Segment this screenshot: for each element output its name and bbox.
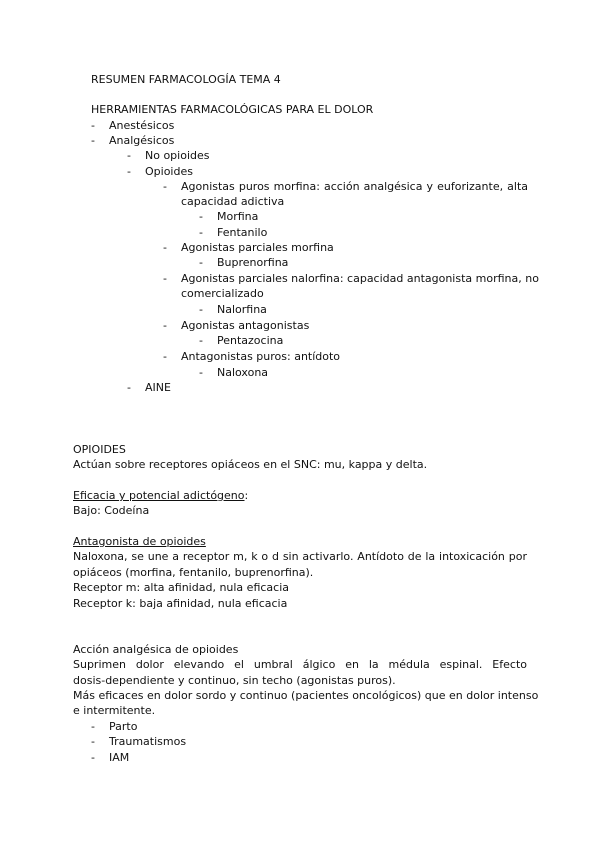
list-item-agonistas-antagonistas: Agonistas antagonistas xyxy=(181,319,310,332)
list-item-parto: Parto xyxy=(109,720,138,733)
tools-heading: HERRAMIENTAS FARMACOLÓGICAS PARA EL DOLOR xyxy=(91,103,374,116)
list-item-buprenorfina: Buprenorfina xyxy=(217,256,289,269)
bullet-dash: - xyxy=(163,180,167,193)
accion-paragraph2-line2: e intermitente. xyxy=(73,704,156,717)
eficacia-heading: Eficacia y potencial adictógeno xyxy=(73,489,245,502)
bullet-dash: - xyxy=(127,149,131,162)
list-item-agonistas-parciales-morfina: Agonistas parciales morfina xyxy=(181,241,334,254)
bullet-dash: - xyxy=(199,366,203,379)
eficacia-colon: : xyxy=(244,489,249,502)
antagonista-paragraph-line2: opiáceos (morfina, fentanilo, buprenorfina). xyxy=(73,566,314,579)
accion-paragraph1-line1: Suprimen dolor elevando el umbral álgico en la médula espinal. Efecto xyxy=(73,658,527,671)
bullet-dash: - xyxy=(127,381,131,394)
antagonista-paragraph-line1: Naloxona, se une a receptor m, k o d sin activarlo. Antídoto de la intoxicación por xyxy=(73,550,527,563)
eficacia-heading-row xyxy=(73,488,248,503)
list-item-agonistas-parciales-nalorfina-line2: comercializado xyxy=(181,287,264,300)
list-item-opioides: Opioides xyxy=(145,165,193,178)
opioides-intro: Actúan sobre receptores opiáceos en el SNC: mu, kappa y delta. xyxy=(73,458,428,471)
bullet-dash: - xyxy=(199,256,203,269)
opioides-heading: OPIOIDES xyxy=(73,443,126,456)
list-item-agonistas-puros xyxy=(181,179,528,194)
list-item-naloxona: Naloxona xyxy=(217,366,269,379)
receptor-k: Receptor k: baja afinidad, nula eficacia xyxy=(73,597,288,610)
list-item-morfina: Morfina xyxy=(217,210,259,223)
list-item-pentazocina: Pentazocina xyxy=(217,334,284,347)
list-item-aine: AINE xyxy=(145,381,171,394)
bullet-dash: - xyxy=(163,272,167,285)
list-item-traumatismos: Traumatismos xyxy=(109,735,187,748)
receptor-m: Receptor m: alta afinidad, nula eficacia xyxy=(73,581,290,594)
bullet-dash: - xyxy=(199,334,203,347)
list-item-antagonistas-puros: Antagonistas puros: antídoto xyxy=(181,350,341,363)
list-item-anestesicos: Anestésicos xyxy=(109,119,175,132)
bullet-dash: - xyxy=(127,165,131,178)
eficacia-bajo: Bajo: Codeína xyxy=(73,504,150,517)
bullet-dash: - xyxy=(91,735,95,748)
bullet-dash: - xyxy=(91,134,95,147)
document-title: RESUMEN FARMACOLOGÍA TEMA 4 xyxy=(91,73,281,86)
list-item-agonistas-parciales-nalorfina-line1: Agonistas parciales nalorfina: capacidad antagonista morfina, no xyxy=(181,272,539,285)
bullet-dash: - xyxy=(163,319,167,332)
list-item-iam: IAM xyxy=(109,751,130,764)
bullet-dash: - xyxy=(91,751,95,764)
bullet-dash: - xyxy=(91,119,95,132)
bullet-dash: - xyxy=(199,303,203,316)
bullet-dash: - xyxy=(163,350,167,363)
list-item-agonistas-puros-line1: Agonistas puros morfina: acción analgésica y euforizante, alta xyxy=(181,180,528,193)
list-item-agonistas-puros-line2: capacidad adictiva xyxy=(181,195,285,208)
list-item-analgesicos: Analgésicos xyxy=(109,134,175,147)
accion-paragraph2-line1: Más eficaces en dolor sordo y continuo (pacientes oncológicos) que en dolor intenso xyxy=(73,689,539,702)
accion-heading: Acción analgésica de opioides xyxy=(73,643,239,656)
bullet-dash: - xyxy=(163,241,167,254)
bullet-dash: - xyxy=(199,210,203,223)
bullet-dash: - xyxy=(199,226,203,239)
antagonista-paragraph xyxy=(73,549,527,564)
accion-paragraph1 xyxy=(73,657,527,672)
list-item-no-opioides: No opioides xyxy=(145,149,210,162)
antagonista-heading: Antagonista de opioides xyxy=(73,535,206,548)
accion-paragraph1-line2: dosis-dependiente y continuo, sin techo (agonistas puros). xyxy=(73,674,396,687)
list-item-fentanilo: Fentanilo xyxy=(217,226,268,239)
bullet-dash: - xyxy=(91,720,95,733)
list-item-nalorfina: Nalorfina xyxy=(217,303,267,316)
